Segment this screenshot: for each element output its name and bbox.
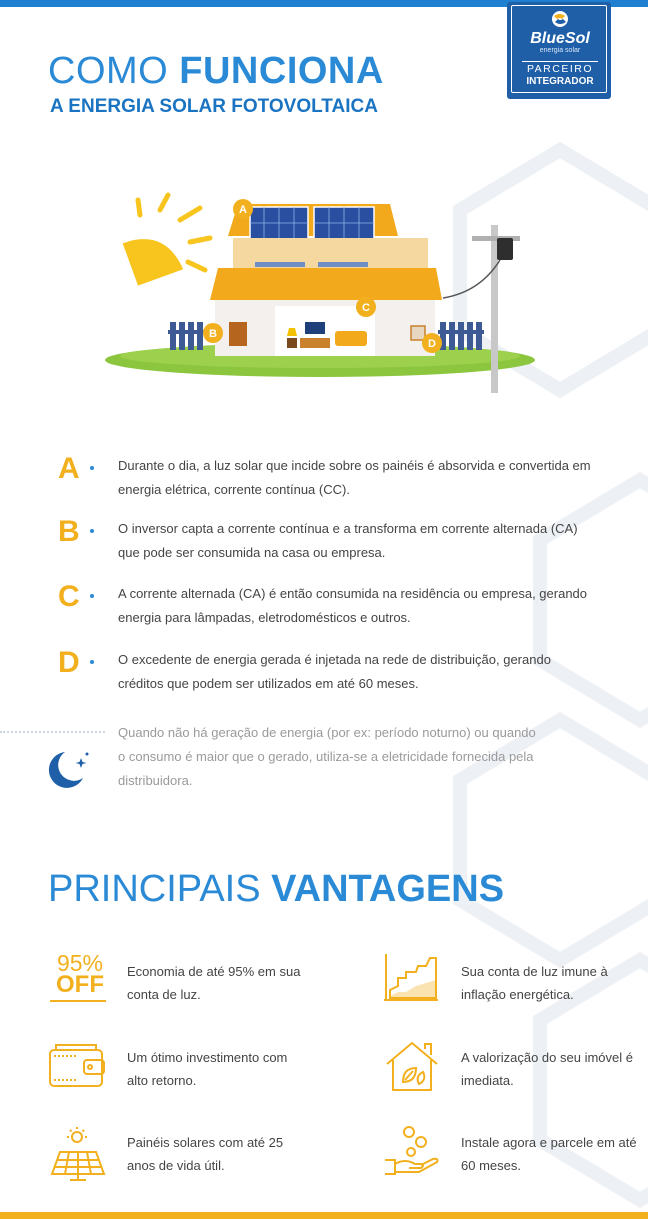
solar-panel-icon	[48, 1126, 108, 1182]
eco-house-icon	[383, 1040, 441, 1092]
night-note: Quando não há geração de energia (por ex: período noturno) ou quando o consumo é maior que o gerado, utiliza-se a eletricidade fornecida pela distribuidora.	[118, 725, 536, 788]
step-text: O excedente de energia gerada é injetada na rede de distribuição, gerando créditos que podem ser utilizados em até 60 meses.	[118, 652, 551, 691]
bottom-accent-bar	[0, 1212, 648, 1219]
step-bullet	[90, 529, 94, 533]
logo-tagline: energia solar	[539, 47, 581, 54]
logo-line2: INTEGRADOR	[526, 76, 594, 87]
percent-underline	[50, 1000, 106, 1002]
page-subtitle: A ENERGIA SOLAR FOTOVOLTAICA	[50, 96, 378, 117]
advantages-title	[48, 868, 504, 911]
advantage-inflation: Sua conta de luz imune à inflação energética.	[461, 964, 608, 1002]
wallet-icon	[48, 1042, 106, 1090]
step-bullet	[90, 466, 94, 470]
fence-left	[168, 322, 208, 350]
advantage-economy: Economia de até 95% em sua conta de luz.	[127, 964, 301, 1002]
marker-c-label: C	[362, 302, 370, 314]
night-divider	[0, 731, 105, 733]
tv-icon	[305, 322, 325, 334]
percent-value: 95%	[56, 950, 104, 976]
step-text: A corrente alternada (CA) é então consumida na residência ou empresa, gerando energia para lâmpadas, eletrodomésticos e outros.	[118, 586, 588, 625]
advantages-title-light: PRINCIPAIS	[48, 868, 261, 910]
sofa-icon	[335, 331, 367, 346]
marker-d-label: D	[428, 338, 436, 350]
advantage-valuation: A valorização do seu imóvel é imediata.	[461, 1050, 633, 1088]
step-text: O inversor capta a corrente contínua e a transforma em corrente alternada (CA) que pode ser consumida na casa ou empresa.	[118, 521, 578, 560]
coins-hand-icon	[383, 1124, 441, 1176]
marker-b-label: B	[209, 328, 217, 340]
percent-off-icon	[52, 952, 108, 996]
moon-stars-icon	[45, 748, 93, 792]
step-bullet	[90, 594, 94, 598]
step-bullet	[90, 660, 94, 664]
advantage-lifespan: Painéis solares com até 25 anos de vida útil.	[127, 1135, 284, 1173]
page-title	[48, 50, 384, 93]
step-letter: D	[58, 646, 80, 679]
step-letter: C	[58, 580, 80, 613]
marker-a-label: A	[239, 204, 247, 216]
rising-chart-icon	[382, 952, 440, 1004]
advantage-investment: Um ótimo investimento com alto retorno.	[127, 1050, 288, 1088]
logo-line1: PARCEIRO	[526, 63, 594, 75]
title-light: COMO	[48, 50, 169, 92]
sun-icon	[123, 195, 210, 286]
window-shutter	[229, 322, 247, 346]
solar-house-illustration	[0, 190, 648, 410]
fence-right	[438, 322, 484, 350]
step-letter: A	[58, 452, 80, 485]
bluesol-logo	[507, 2, 611, 99]
advantages-title-bold: VANTAGENS	[271, 868, 505, 910]
logo-divider	[522, 61, 598, 62]
bluesol-emblem-icon	[551, 10, 569, 28]
logo-name: BlueSol	[530, 30, 590, 47]
advantage-installment: Instale agora e parcele em até 60 meses.	[461, 1135, 637, 1173]
step-text: Durante o dia, a luz solar que incide sobre os painéis é absorvida e convertida em energia elétrica, corrente contínua (CC).	[118, 458, 591, 497]
percent-off-label: OFF	[56, 971, 104, 998]
logo-frame	[511, 5, 607, 93]
step-letter: B	[58, 515, 80, 548]
title-bold: FUNCIONA	[179, 50, 384, 92]
